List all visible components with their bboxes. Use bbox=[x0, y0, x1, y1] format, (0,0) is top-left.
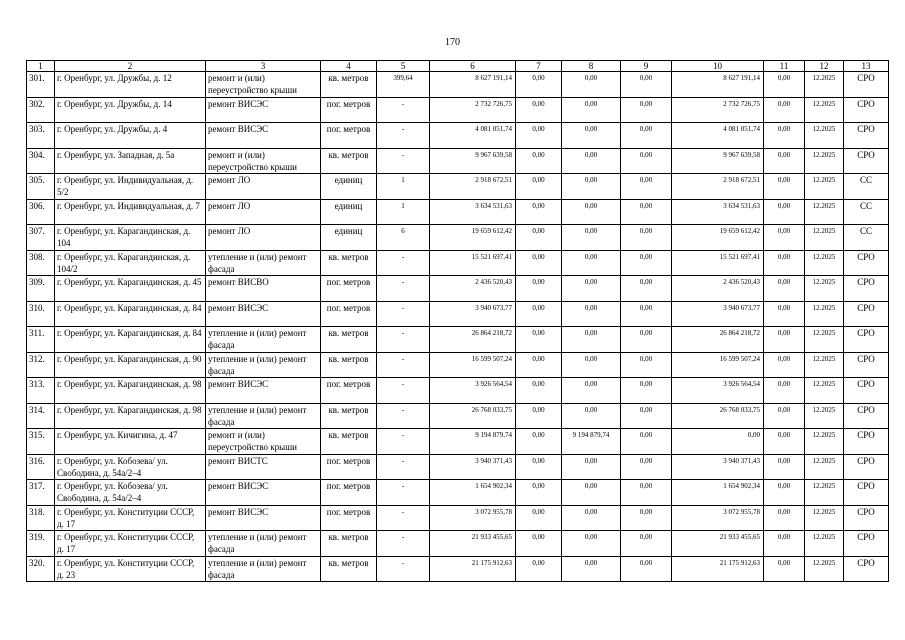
cell-unit: единиц bbox=[321, 174, 377, 200]
cell-fund-federal: 0,00 bbox=[516, 403, 562, 429]
table-row bbox=[27, 174, 889, 200]
cell-address: г. Оренбург, ул. Кобозева/ ул. Свободина, д. 54а/2–4 bbox=[55, 480, 206, 506]
cell-method: СРО bbox=[844, 97, 889, 123]
cell-fund-local: 0,00 bbox=[621, 454, 672, 480]
cell-quantity: - bbox=[377, 148, 430, 174]
cell-completion-date: 12.2025 bbox=[805, 403, 844, 429]
cell-address: г. Оренбург, ул. Индивидуальная, д. 7 bbox=[55, 199, 206, 225]
cell-completion-date: 12.2025 bbox=[805, 225, 844, 251]
cell-fund-owners: 4 081 051,74 bbox=[672, 123, 764, 149]
cell-row-number: 307. bbox=[27, 225, 55, 251]
cell-fund-federal: 0,00 bbox=[516, 148, 562, 174]
cell-work-type: ремонт ВИСЭС bbox=[206, 301, 321, 327]
cell-work-type: ремонт ЛО bbox=[206, 199, 321, 225]
cell-quantity: - bbox=[377, 123, 430, 149]
cell-row-number: 316. bbox=[27, 454, 55, 480]
cell-unit: единиц bbox=[321, 199, 377, 225]
cell-row-number: 315. bbox=[27, 429, 55, 455]
column-header-5: 5 bbox=[377, 61, 430, 72]
cell-method: СС bbox=[844, 174, 889, 200]
cell-quantity: - bbox=[377, 556, 430, 582]
cell-completion-date: 12.2025 bbox=[805, 276, 844, 302]
cell-work-type: ремонт и (или) переустройство крыши bbox=[206, 429, 321, 455]
cell-fund-regional: 0,00 bbox=[562, 250, 621, 276]
cell-total-cost: 26 864 218,72 bbox=[430, 327, 516, 353]
cell-address: г. Оренбург, ул. Конституции СССР, д. 17 bbox=[55, 505, 206, 531]
cell-fund-regional: 0,00 bbox=[562, 531, 621, 557]
cell-completion-date: 12.2025 bbox=[805, 301, 844, 327]
cell-fund-local: 0,00 bbox=[621, 327, 672, 353]
cell-fund-other: 0,00 bbox=[764, 199, 805, 225]
cell-fund-local: 0,00 bbox=[621, 225, 672, 251]
cell-row-number: 314. bbox=[27, 403, 55, 429]
cell-fund-regional: 0,00 bbox=[562, 378, 621, 404]
cell-fund-local: 0,00 bbox=[621, 480, 672, 506]
cell-method: СРО bbox=[844, 72, 889, 98]
cell-work-type: утепление и (или) ремонт фасада bbox=[206, 250, 321, 276]
cell-fund-local: 0,00 bbox=[621, 123, 672, 149]
cell-fund-owners: 3 940 673,77 bbox=[672, 301, 764, 327]
cell-fund-regional: 0,00 bbox=[562, 403, 621, 429]
cell-fund-federal: 0,00 bbox=[516, 250, 562, 276]
table-row bbox=[27, 72, 889, 98]
table-body bbox=[27, 72, 889, 582]
cell-fund-other: 0,00 bbox=[764, 429, 805, 455]
cell-fund-other: 0,00 bbox=[764, 531, 805, 557]
cell-work-type: утепление и (или) ремонт фасада bbox=[206, 556, 321, 582]
cell-total-cost: 26 768 033,75 bbox=[430, 403, 516, 429]
table-row bbox=[27, 276, 889, 302]
cell-quantity: - bbox=[377, 327, 430, 353]
cell-quantity: 1 bbox=[377, 174, 430, 200]
cell-address: г. Оренбург, ул. Западная, д. 5а bbox=[55, 148, 206, 174]
cell-method: СС bbox=[844, 225, 889, 251]
cell-row-number: 306. bbox=[27, 199, 55, 225]
cell-completion-date: 12.2025 bbox=[805, 327, 844, 353]
cell-completion-date: 12.2025 bbox=[805, 429, 844, 455]
cell-row-number: 310. bbox=[27, 301, 55, 327]
cell-fund-local: 0,00 bbox=[621, 72, 672, 98]
cell-address: г. Оренбург, ул. Конституции СССР, д. 17 bbox=[55, 531, 206, 557]
column-header-7: 7 bbox=[516, 61, 562, 72]
column-header-13: 13 bbox=[844, 61, 889, 72]
cell-address: г. Оренбург, ул. Дружбы, д. 14 bbox=[55, 97, 206, 123]
column-header-9: 9 bbox=[621, 61, 672, 72]
cell-quantity: - bbox=[377, 531, 430, 557]
cell-address: г. Оренбург, ул. Дружбы, д. 4 bbox=[55, 123, 206, 149]
cell-completion-date: 12.2025 bbox=[805, 480, 844, 506]
cell-fund-regional: 0,00 bbox=[562, 480, 621, 506]
cell-method: СРО bbox=[844, 352, 889, 378]
cell-total-cost: 3 940 371,43 bbox=[430, 454, 516, 480]
cell-method: СРО bbox=[844, 148, 889, 174]
cell-fund-federal: 0,00 bbox=[516, 123, 562, 149]
table-row bbox=[27, 352, 889, 378]
cell-unit: кв. метров bbox=[321, 352, 377, 378]
cell-fund-owners: 15 521 697,41 bbox=[672, 250, 764, 276]
cell-row-number: 319. bbox=[27, 531, 55, 557]
cell-quantity: - bbox=[377, 301, 430, 327]
cell-fund-other: 0,00 bbox=[764, 556, 805, 582]
cell-quantity: 1 bbox=[377, 199, 430, 225]
cell-total-cost: 1 654 902,34 bbox=[430, 480, 516, 506]
table-row bbox=[27, 97, 889, 123]
cell-total-cost: 3 634 531,63 bbox=[430, 199, 516, 225]
cell-unit: кв. метров bbox=[321, 250, 377, 276]
cell-fund-federal: 0,00 bbox=[516, 429, 562, 455]
cell-method: СРО bbox=[844, 556, 889, 582]
cell-method: СРО bbox=[844, 505, 889, 531]
cell-total-cost: 9 194 879,74 bbox=[430, 429, 516, 455]
cell-fund-owners: 16 599 507,24 bbox=[672, 352, 764, 378]
cell-method: СРО bbox=[844, 301, 889, 327]
cell-row-number: 317. bbox=[27, 480, 55, 506]
table-row bbox=[27, 327, 889, 353]
column-header-3: 3 bbox=[206, 61, 321, 72]
cell-total-cost: 2 436 520,43 bbox=[430, 276, 516, 302]
cell-fund-other: 0,00 bbox=[764, 225, 805, 251]
cell-fund-local: 0,00 bbox=[621, 97, 672, 123]
cell-work-type: ремонт ЛО bbox=[206, 225, 321, 251]
cell-quantity: - bbox=[377, 352, 430, 378]
cell-fund-regional: 0,00 bbox=[562, 327, 621, 353]
cell-fund-local: 0,00 bbox=[621, 276, 672, 302]
cell-address: г. Оренбург, ул. Индивидуальная, д. 5/2 bbox=[55, 174, 206, 200]
cell-address: г. Оренбург, ул. Дружбы, д. 12 bbox=[55, 72, 206, 98]
cell-work-type: ремонт ВИСЭС bbox=[206, 378, 321, 404]
column-header-4: 4 bbox=[321, 61, 377, 72]
cell-fund-owners: 0,00 bbox=[672, 429, 764, 455]
cell-fund-other: 0,00 bbox=[764, 352, 805, 378]
table-row bbox=[27, 429, 889, 455]
column-header-12: 12 bbox=[805, 61, 844, 72]
cell-completion-date: 12.2025 bbox=[805, 148, 844, 174]
cell-fund-other: 0,00 bbox=[764, 505, 805, 531]
cell-row-number: 308. bbox=[27, 250, 55, 276]
cell-row-number: 305. bbox=[27, 174, 55, 200]
cell-work-type: ремонт и (или) переустройство крыши bbox=[206, 148, 321, 174]
column-header-2: 2 bbox=[55, 61, 206, 72]
cell-address: г. Оренбург, ул. Карагандинская, д. 84 bbox=[55, 301, 206, 327]
page-number: 170 bbox=[445, 37, 460, 48]
cell-fund-other: 0,00 bbox=[764, 97, 805, 123]
cell-unit: кв. метров bbox=[321, 403, 377, 429]
cell-fund-owners: 2 436 520,43 bbox=[672, 276, 764, 302]
cell-row-number: 303. bbox=[27, 123, 55, 149]
cell-work-type: ремонт ВИСТС bbox=[206, 454, 321, 480]
cell-fund-owners: 2 732 726,75 bbox=[672, 97, 764, 123]
cell-fund-owners: 21 175 912,63 bbox=[672, 556, 764, 582]
cell-fund-other: 0,00 bbox=[764, 403, 805, 429]
cell-unit: кв. метров bbox=[321, 327, 377, 353]
cell-quantity: - bbox=[377, 403, 430, 429]
cell-quantity: 6 bbox=[377, 225, 430, 251]
cell-total-cost: 3 940 673,77 bbox=[430, 301, 516, 327]
cell-fund-regional: 9 194 879,74 bbox=[562, 429, 621, 455]
cell-fund-regional: 0,00 bbox=[562, 199, 621, 225]
cell-total-cost: 19 659 612,42 bbox=[430, 225, 516, 251]
cell-completion-date: 12.2025 bbox=[805, 505, 844, 531]
column-header-6: 6 bbox=[430, 61, 516, 72]
cell-row-number: 318. bbox=[27, 505, 55, 531]
cell-fund-other: 0,00 bbox=[764, 480, 805, 506]
cell-fund-federal: 0,00 bbox=[516, 327, 562, 353]
table-row bbox=[27, 123, 889, 149]
cell-unit: кв. метров bbox=[321, 148, 377, 174]
cell-total-cost: 2 732 726,75 bbox=[430, 97, 516, 123]
cell-method: СРО bbox=[844, 480, 889, 506]
cell-quantity: - bbox=[377, 429, 430, 455]
table-row bbox=[27, 531, 889, 557]
cell-fund-local: 0,00 bbox=[621, 505, 672, 531]
cell-completion-date: 12.2025 bbox=[805, 123, 844, 149]
cell-unit: пог. метров bbox=[321, 97, 377, 123]
cell-fund-other: 0,00 bbox=[764, 454, 805, 480]
cell-quantity: - bbox=[377, 250, 430, 276]
cell-unit: пог. метров bbox=[321, 301, 377, 327]
cell-fund-owners: 3 940 371,43 bbox=[672, 454, 764, 480]
cell-unit: кв. метров bbox=[321, 531, 377, 557]
cell-fund-other: 0,00 bbox=[764, 378, 805, 404]
cell-fund-other: 0,00 bbox=[764, 174, 805, 200]
column-header-10: 10 bbox=[672, 61, 764, 72]
cell-row-number: 309. bbox=[27, 276, 55, 302]
cell-fund-owners: 2 918 672,51 bbox=[672, 174, 764, 200]
cell-method: СРО bbox=[844, 403, 889, 429]
cell-fund-regional: 0,00 bbox=[562, 174, 621, 200]
cell-fund-other: 0,00 bbox=[764, 250, 805, 276]
cell-fund-federal: 0,00 bbox=[516, 97, 562, 123]
cell-address: г. Оренбург, ул. Карагандинская, д. 98 bbox=[55, 378, 206, 404]
cell-address: г. Оренбург, ул. Карагандинская, д. 90 bbox=[55, 352, 206, 378]
cell-row-number: 313. bbox=[27, 378, 55, 404]
cell-fund-federal: 0,00 bbox=[516, 531, 562, 557]
cell-total-cost: 16 599 507,24 bbox=[430, 352, 516, 378]
cell-fund-regional: 0,00 bbox=[562, 123, 621, 149]
cell-unit: кв. метров bbox=[321, 72, 377, 98]
cell-fund-local: 0,00 bbox=[621, 531, 672, 557]
table-row bbox=[27, 454, 889, 480]
cell-fund-local: 0,00 bbox=[621, 556, 672, 582]
cell-fund-other: 0,00 bbox=[764, 276, 805, 302]
cell-work-type: ремонт ВИСЭС bbox=[206, 123, 321, 149]
cell-fund-regional: 0,00 bbox=[562, 225, 621, 251]
cell-fund-regional: 0,00 bbox=[562, 505, 621, 531]
table-row bbox=[27, 505, 889, 531]
cell-fund-other: 0,00 bbox=[764, 72, 805, 98]
cell-method: СРО bbox=[844, 276, 889, 302]
cell-method: СС bbox=[844, 199, 889, 225]
cell-method: СРО bbox=[844, 531, 889, 557]
cell-completion-date: 12.2025 bbox=[805, 378, 844, 404]
cell-quantity: - bbox=[377, 454, 430, 480]
cell-quantity: - bbox=[377, 276, 430, 302]
cell-total-cost: 8 627 191,14 bbox=[430, 72, 516, 98]
cell-fund-local: 0,00 bbox=[621, 148, 672, 174]
cell-completion-date: 12.2025 bbox=[805, 97, 844, 123]
cell-fund-other: 0,00 bbox=[764, 148, 805, 174]
cell-total-cost: 3 072 955,78 bbox=[430, 505, 516, 531]
cell-method: СРО bbox=[844, 454, 889, 480]
cell-fund-regional: 0,00 bbox=[562, 148, 621, 174]
cell-method: СРО bbox=[844, 250, 889, 276]
cell-row-number: 302. bbox=[27, 97, 55, 123]
cell-address: г. Оренбург, ул. Карагандинская, д. 84 bbox=[55, 327, 206, 353]
table-row bbox=[27, 403, 889, 429]
cell-unit: пог. метров bbox=[321, 378, 377, 404]
cell-fund-federal: 0,00 bbox=[516, 505, 562, 531]
cell-address: г. Оренбург, ул. Кобозева/ ул. Свободина, д. 54а/2–4 bbox=[55, 454, 206, 480]
cell-fund-federal: 0,00 bbox=[516, 199, 562, 225]
cell-fund-regional: 0,00 bbox=[562, 556, 621, 582]
cell-unit: кв. метров bbox=[321, 556, 377, 582]
cell-unit: единиц bbox=[321, 225, 377, 251]
cell-method: СРО bbox=[844, 123, 889, 149]
cell-fund-other: 0,00 bbox=[764, 327, 805, 353]
cell-total-cost: 4 081 051,74 bbox=[430, 123, 516, 149]
cell-unit: пог. метров bbox=[321, 123, 377, 149]
cell-fund-local: 0,00 bbox=[621, 199, 672, 225]
table-row bbox=[27, 301, 889, 327]
cell-row-number: 320. bbox=[27, 556, 55, 582]
cell-fund-federal: 0,00 bbox=[516, 556, 562, 582]
cell-fund-local: 0,00 bbox=[621, 352, 672, 378]
cell-fund-regional: 0,00 bbox=[562, 454, 621, 480]
cell-fund-owners: 3 072 955,78 bbox=[672, 505, 764, 531]
cell-fund-local: 0,00 bbox=[621, 429, 672, 455]
cell-address: г. Оренбург, ул. Карагандинская, д. 45 bbox=[55, 276, 206, 302]
cell-address: г. Оренбург, ул. Конституции СССР, д. 23 bbox=[55, 556, 206, 582]
cell-fund-regional: 0,00 bbox=[562, 352, 621, 378]
table-row bbox=[27, 225, 889, 251]
cell-fund-owners: 21 933 455,65 bbox=[672, 531, 764, 557]
cell-fund-owners: 26 864 218,72 bbox=[672, 327, 764, 353]
table-row bbox=[27, 480, 889, 506]
table-row bbox=[27, 148, 889, 174]
cell-fund-owners: 9 967 639,58 bbox=[672, 148, 764, 174]
table-row bbox=[27, 199, 889, 225]
cell-fund-other: 0,00 bbox=[764, 301, 805, 327]
cell-fund-other: 0,00 bbox=[764, 123, 805, 149]
cell-work-type: ремонт ЛО bbox=[206, 174, 321, 200]
cell-fund-owners: 3 926 564,54 bbox=[672, 378, 764, 404]
column-header-8: 8 bbox=[562, 61, 621, 72]
table-row bbox=[27, 556, 889, 582]
cell-work-type: утепление и (или) ремонт фасада bbox=[206, 531, 321, 557]
cell-method: СРО bbox=[844, 429, 889, 455]
cell-completion-date: 12.2025 bbox=[805, 174, 844, 200]
cell-total-cost: 21 933 455,65 bbox=[430, 531, 516, 557]
cell-work-type: ремонт и (или) переустройство крыши bbox=[206, 72, 321, 98]
cell-fund-local: 0,00 bbox=[621, 378, 672, 404]
cell-fund-federal: 0,00 bbox=[516, 72, 562, 98]
cell-row-number: 304. bbox=[27, 148, 55, 174]
cell-fund-federal: 0,00 bbox=[516, 378, 562, 404]
cell-total-cost: 9 967 639,58 bbox=[430, 148, 516, 174]
cell-row-number: 301. bbox=[27, 72, 55, 98]
cell-fund-federal: 0,00 bbox=[516, 174, 562, 200]
cell-fund-owners: 8 627 191,14 bbox=[672, 72, 764, 98]
cell-unit: кв. метров bbox=[321, 429, 377, 455]
cell-fund-local: 0,00 bbox=[621, 250, 672, 276]
column-number-row bbox=[27, 61, 889, 72]
cell-row-number: 312. bbox=[27, 352, 55, 378]
cell-quantity: - bbox=[377, 480, 430, 506]
cell-fund-local: 0,00 bbox=[621, 174, 672, 200]
cell-unit: пог. метров bbox=[321, 480, 377, 506]
cell-completion-date: 12.2025 bbox=[805, 556, 844, 582]
cell-address: г. Оренбург, ул. Карагандинская, д. 98 bbox=[55, 403, 206, 429]
cell-fund-regional: 0,00 bbox=[562, 97, 621, 123]
table-row bbox=[27, 250, 889, 276]
cell-completion-date: 12.2025 bbox=[805, 250, 844, 276]
cell-fund-regional: 0,00 bbox=[562, 72, 621, 98]
cell-fund-federal: 0,00 bbox=[516, 225, 562, 251]
cell-fund-owners: 1 654 902,34 bbox=[672, 480, 764, 506]
cell-fund-owners: 19 659 612,42 bbox=[672, 225, 764, 251]
cell-fund-federal: 0,00 bbox=[516, 301, 562, 327]
cell-fund-regional: 0,00 bbox=[562, 301, 621, 327]
cell-fund-federal: 0,00 bbox=[516, 454, 562, 480]
column-header-11: 11 bbox=[764, 61, 805, 72]
column-header-1: 1 bbox=[27, 61, 55, 72]
cell-total-cost: 3 926 564,54 bbox=[430, 378, 516, 404]
cell-completion-date: 12.2025 bbox=[805, 454, 844, 480]
cell-total-cost: 15 521 697,41 bbox=[430, 250, 516, 276]
cell-address: г. Оренбург, ул. Карагандинская, д. 104/2 bbox=[55, 250, 206, 276]
cell-method: СРО bbox=[844, 378, 889, 404]
cell-quantity: - bbox=[377, 505, 430, 531]
cell-address: г. Оренбург, ул. Карагандинская, д. 104 bbox=[55, 225, 206, 251]
cell-unit: пог. метров bbox=[321, 276, 377, 302]
cell-completion-date: 12.2025 bbox=[805, 199, 844, 225]
cell-fund-local: 0,00 bbox=[621, 301, 672, 327]
cell-work-type: утепление и (или) ремонт фасада bbox=[206, 327, 321, 353]
cell-fund-federal: 0,00 bbox=[516, 480, 562, 506]
cell-work-type: ремонт ВИСЭС bbox=[206, 97, 321, 123]
table-row bbox=[27, 378, 889, 404]
cell-work-type: утепление и (или) ремонт фасада bbox=[206, 403, 321, 429]
cell-quantity: 399,64 bbox=[377, 72, 430, 98]
cell-quantity: - bbox=[377, 97, 430, 123]
cell-row-number: 311. bbox=[27, 327, 55, 353]
cell-method: СРО bbox=[844, 327, 889, 353]
cell-fund-owners: 3 634 531,63 bbox=[672, 199, 764, 225]
cell-fund-local: 0,00 bbox=[621, 403, 672, 429]
cell-work-type: утепление и (или) ремонт фасада bbox=[206, 352, 321, 378]
cell-quantity: - bbox=[377, 378, 430, 404]
cell-completion-date: 12.2025 bbox=[805, 352, 844, 378]
cell-work-type: ремонт ВИСЭС bbox=[206, 505, 321, 531]
cell-work-type: ремонт ВИСЭС bbox=[206, 480, 321, 506]
cell-total-cost: 2 918 672,51 bbox=[430, 174, 516, 200]
cell-fund-federal: 0,00 bbox=[516, 276, 562, 302]
capital-repair-table bbox=[26, 60, 889, 582]
cell-address: г. Оренбург, ул. Кичигина, д. 47 bbox=[55, 429, 206, 455]
cell-fund-regional: 0,00 bbox=[562, 276, 621, 302]
cell-completion-date: 12.2025 bbox=[805, 72, 844, 98]
cell-fund-federal: 0,00 bbox=[516, 352, 562, 378]
cell-work-type: ремонт ВИСВО bbox=[206, 276, 321, 302]
cell-unit: пог. метров bbox=[321, 454, 377, 480]
cell-completion-date: 12.2025 bbox=[805, 531, 844, 557]
cell-total-cost: 21 175 912,63 bbox=[430, 556, 516, 582]
cell-fund-owners: 26 768 033,75 bbox=[672, 403, 764, 429]
cell-unit: пог. метров bbox=[321, 505, 377, 531]
